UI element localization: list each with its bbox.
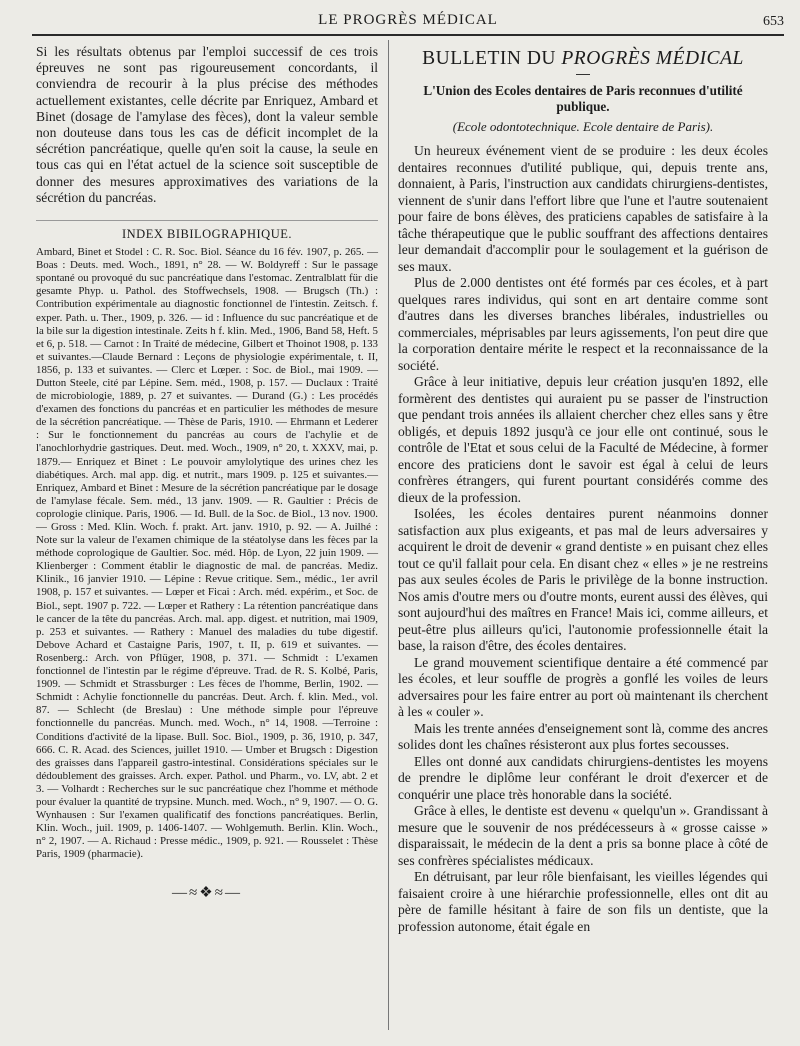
- bibliography-text: Ambard, Binet et Stodel : C. R. Soc. Biol. Séance du 16 fév. 1907, p. 265. — Boas : Deuts. med. Woch., 1891, n° 28. — W. Boldyreff : Sur le passage spontané ou provoqué du suc pancréatique dans l'estomac. Zentralblatt für die gesamte Phyp. u. Pathol. des Stoffwechsels, 1908. — Brugsch (Th.) : Contribution expérimentale au diagnostic fonctionnel de l'intestin. Zeitsch. f. exper. Path. u. Ther., 1909, p. 326. — id : Influence du suc pancréatique et de la bile sur la digestion intestinale. Zeits h f. klin. Med., 1906, Band 58, Heft. 5 et 6, p. 518. — Carnot : In Traité de médecine, Gilbert et Thoinot 1908, p. 133 et suivantes.—Claude Bernard : Leçons de physiologie expérimentale, t. II, 1856, p. 133 et suivantes. — Clerc et Lœper. : Soc. de Biol., mai 1909. — Dutton Steele, cité par Lépine. Sem. méd., 1908, p. 157. — Duclaux : Traité de microbiologie, 1889, p. 27 et suivantes. — Durand (G.) : Les procédés d'examen des fonctions du pancréas et en particulier les méthodes de mesure de la sécrétion pancréatique. — Thèse de Paris, 1910. — Ehrmann et Lederer : Sur le fonctionnement du pancréas au cours de l'achylie et de l'anochlorhydrie gastriques. Deut. med. Woch., 1909, n° 20, t. XXXV, mai, p. 1879.— Enriquez et Binet : Le pouvoir amylolytique des urines chez les diabétiques. Arch. mal app. dig. et nutrit., mars 1909. p. 125 et suivantes.— Enriquez, Ambard et Binet : Mesure de la sécrétion pancréatique par le dosage de l'amylase fécale. Sem. méd., 13 janv. 1909. — R. Gaultier : Précis de coprologie clinique. Paris, 1906. — Id. Bull. de la Soc. de Biol., 13 nov. 1900. — Gross : Med. Klin. Woch. f. prakt. Art. janv. 1910, p. 92. — A. Juilhé : Note sur la valeur de l'examen chimique de la stéatolyse dans les fèces par la méthode coprologique de Gaultier. Soc. méd. Hôp. de Lyon, 22 juin 1909. — Klienberger : Comment établir le diagnostic de mal. de pancréas. Mediz. Klinik., 16 janvier 1910. — Lépine : Revue critique. Sem., médic., 1er avril 1908, p. 157 et suivantes. — Lœper et Ficai : Arch. méd. expérim., et Soc. de Biol., sept. 1907 p. 722. — Lœper et Rathery : La rétention pancréatique dans le cancer de la tête du pancréas. Arch. mal. app. digest. et nutrition, mai 1909, p. 253 et suivantes. — Rathery : Manuel des maladies du tube digestif. Debove Achard et Castaigne Paris, 1907, t. II, p. 619 et suivantes. — Rosenberg.: Arch. von Pflüger, 1908, p. 371. — Schmidt : L'examen fonctionnel de l'intestin par le régime d'épreuve. Trad. de R. S. Kolbé, Paris, 1909. — Schmidt et Strassburger : Les fèces de l'homme, Berlin, 1902. — Schmidt : Achylie fonctionnelle du pancréas. Deut. Arch. f. klin. Med., vol. 87. — Schlecht (de Breslau) : Une méthode simple pour l'épreuve fonctionnelle du pancréas. Munch. med. Woch., n° 14, 1908. —Terroine : Conditions d'activité de la lipase. Bull. Soc. Biol., 1909, p. 36, 1910, p. 347, 666. C. R. Acad. des Sciences, juillet 1910. — Umber et Brugsch : Digestion des graisses dans l'appareil gastro-intestinal. Considérations spéciales sur le dédoublement des graisses. Arch. exper. Pathol. und Pharm., vo. LV, abt. 2 et 3. — Volhardt : Recherches sur le suc pancréatique chez l'homme et méthode pour évaluer la quantité de trypsine. Munch. med. Woch., n° 9, 1907. — O. G. Wynhausen : Sur l'examen qualificatif des fonctions pancréatiques. Berlin, Klin. Woch., juil. 1909, p. 1406-1407. — Wohlgemuth. Berlin. Klin. Woch., n° 2, 1907. — A. Richaud : Presse médic., 1909, p. 921. — Rousselet : Thèse Paris, 1909 (pharmacie).: [36, 246, 379, 861]
- article-paragraph: Grâce à elles, le dentiste est devenu « quelqu'un ». Grandissant à mesure que le souvenir de nos prédécesseurs à « grosse caisse » disparaissait, le médecin de la dent a pris sa bonne place à côté de ses confrères spécialistes médicaux.: [398, 803, 768, 868]
- bulletin-title: [398, 48, 768, 70]
- article-paragraph: Isolées, les écoles dentaires purent néanmoins donner satisfaction aux plus exigeants, et pas mal de leurs adversaires y acquirent le droit de devenir « grand dentiste » en puisant chez elles tout ce qu'il fallait pour cela. En disant chez « elles » je ne restreins pas aux seules écoles de Paris le privilège de la bonne instruction. Nos amis d'outre mers ou d'outre monts, eurent aussi des élèves, qui sont aujourd'hui des maîtres en France! Mais ici, comme ailleurs, et peut-être plus ailleurs qu'ici, l'autonomie professionnelle était la base, la raison d'être, des écoles dentaires.: [398, 506, 768, 653]
- ornament-divider: —≈❖≈—: [172, 885, 242, 902]
- bulletin-title-prefix: BULLETIN DU: [422, 48, 562, 69]
- journal-title: LE PROGRÈS MÉDICAL: [318, 12, 498, 28]
- article-paragraph: Le grand mouvement scientifique dentaire a été commencé par les écoles, et leur souffle de progrès a gonflé les voiles de leurs adversaires pour les faire entrer au port où maintenant ils cherchent à les « couler ».: [398, 654, 768, 719]
- running-header: [32, 8, 784, 36]
- article-paragraph: Un heureux événement vient de se produire : les deux écoles dentaires reconnues d'utilité publique, qui, depuis trente ans, donnaient, à Paris, l'instruction aux candidats chirurgiens-dentistes, viennent de s'unir dans l'effort libre que l'une et l'autre soutenaient pour faire de bons élèves, des praticiens capables de satisfaire à la tâche thérapeutique que le public souffrant des affections dentaires leur demandait d'accomplir pour le soulagement et la guérison de ses maux.: [398, 143, 768, 274]
- page-number: 653: [763, 14, 784, 29]
- article-paragraph: En détruisant, par leur rôle bienfaisant, les vieilles légendes qui faisaient croire à une hiérarchie professionnelle, elles ont dit au père de famille hésitant à faire de son fils un dentiste, que la profession autonome, était égale en: [398, 869, 768, 934]
- bulletin-title-journal: PROGRÈS MÉDICAL: [561, 48, 744, 69]
- intro-paragraph: Si les résultats obtenus par l'emploi successif de ces trois épreuves ne sont pas rigoureusement concordants, il conviendra de recourir à la plus précise des méthodes actuellement existantes, celle décrite par Enriquez, Ambard et Binet (dosage de l'amylase des fèces), dont la valeur semble non douteuse dans tous les cas de déficit incomplet de la sécrétion pancréatique, quelle qu'en soit la cause, la seule en tous cas qui en l'état actuel de la science soit susceptible de donner des mesures approximatives des variations de la sécrétion du pancréas.: [36, 44, 378, 205]
- article-title: L'Union des Ecoles dentaires de Paris reconnues d'utilité publique.: [423, 83, 743, 114]
- right-column: [398, 44, 768, 1034]
- article-paragraph: Plus de 2.000 dentistes ont été formés par ces écoles, et à part quelques rares individus, qui sont en art dentaire comme sont d'autres dans les diverses branches libérales, industrielles ou commerciales, méprisables par leurs agissements, l'on peut dire que la corporation dentaire mérite le respect et la reconnaissance de la société.: [398, 275, 768, 373]
- title-rule: [576, 74, 590, 75]
- column-divider: [388, 40, 389, 1030]
- article-paragraph: Elles ont donné aux candidats chirurgiens-dentistes les moyens de prendre le diplôme leur conférant le droit d'exercer et de conquérir une place très honorable dans la société.: [398, 753, 768, 802]
- article-body: [398, 143, 768, 935]
- article-paragraph: Mais les trente années d'enseignement sont là, comme des ancres solides dont les chaînes résisteront aux plus fortes secousses.: [398, 720, 768, 752]
- article-subtitle: (Ecole odontotechnique. Ecole dentaire de Paris).: [452, 119, 714, 134]
- index-title: INDEX BIBILOGRAPHIQUE.: [36, 220, 378, 242]
- article-paragraph: Grâce à leur initiative, depuis leur création jusqu'en 1892, elle formèrent des dentistes qui auraient pu se passer de l'instruction que pendant trois années ils allaient chercher chez elles sans y être obligés, et depuis 1892 jusqu'à ce jour elle ont continué, sous le contrôle de l'Etat et sous celui de la Faculté de Médecine, à former encore des praticiens dont le savoir est égal à celui de leurs confrères étrangers, qui furent pourtant considérés comme des dieux de la profession.: [398, 374, 768, 505]
- left-column: [36, 44, 378, 1034]
